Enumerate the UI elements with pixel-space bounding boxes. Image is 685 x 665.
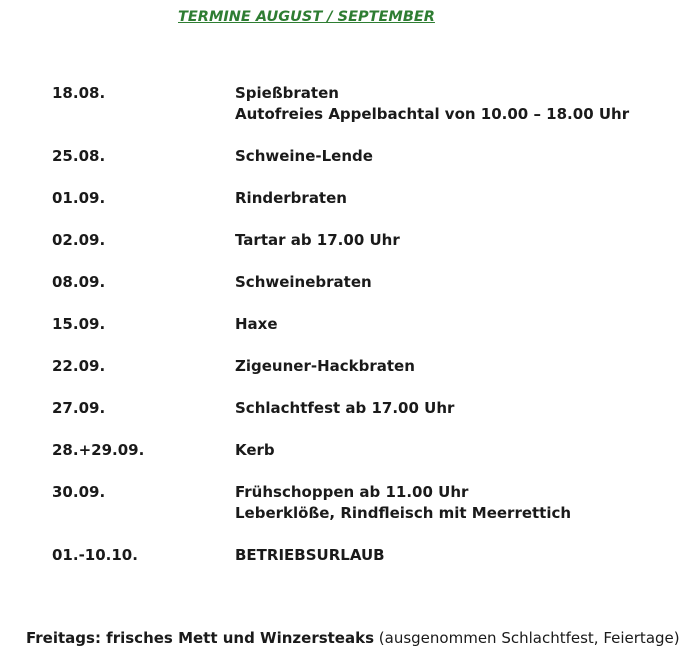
event-line: Schweinebraten [235, 273, 372, 291]
event-line: Autofreies Appelbachtal von 10.00 – 18.00 Uhr [235, 105, 630, 123]
event-line: Spießbraten [235, 84, 339, 102]
event-line: Frühschoppen ab 11.00 Uhr [235, 483, 469, 501]
event-line: Zigeuner-Hackbraten [235, 357, 415, 375]
event-line: Leberklöße, Rindfleisch mit Meerrettich [235, 504, 572, 522]
event-line: Tartar ab 17.00 Uhr [235, 231, 400, 249]
schedule-event [235, 482, 571, 524]
schedule-date: 02.09. [52, 231, 106, 249]
schedule-event [235, 83, 629, 125]
schedule-date: 22.09. [52, 357, 106, 375]
schedule-event [235, 545, 385, 566]
footer-highlight: Freitags: frisches Mett und Winzersteaks [26, 629, 375, 647]
schedule-date: 18.08. [52, 84, 106, 102]
schedule-event [235, 188, 347, 209]
event-line: Haxe [235, 315, 278, 333]
footer-exceptions: (ausgenommen Schlachtfest, Feiertage) [378, 629, 680, 647]
schedule-date: 08.09. [52, 273, 106, 291]
schedule-event [235, 230, 400, 251]
schedule-event [235, 314, 278, 335]
schedule-date: 27.09. [52, 399, 106, 417]
event-line: Schweine-Lende [235, 147, 373, 165]
page-title: TERMINE AUGUST / SEPTEMBER [178, 9, 435, 25]
event-line: BETRIEBSURLAUB [235, 546, 385, 564]
schedule-event [235, 356, 415, 377]
schedule-date: 01.09. [52, 189, 106, 207]
schedule-date: 28.+29.09. [52, 441, 145, 459]
event-line: Kerb [235, 441, 275, 459]
schedule-event [235, 398, 454, 419]
schedule-date: 01.-10.10. [52, 546, 138, 564]
event-line: Schlachtfest ab 17.00 Uhr [235, 399, 455, 417]
schedule-event [235, 146, 373, 167]
footer-note [26, 628, 680, 649]
schedule-date: 30.09. [52, 483, 106, 501]
schedule-event [235, 272, 372, 293]
event-line: Rinderbraten [235, 189, 347, 207]
schedule-date: 15.09. [52, 315, 106, 333]
schedule-date: 25.08. [52, 147, 106, 165]
schedule-event [235, 440, 275, 461]
